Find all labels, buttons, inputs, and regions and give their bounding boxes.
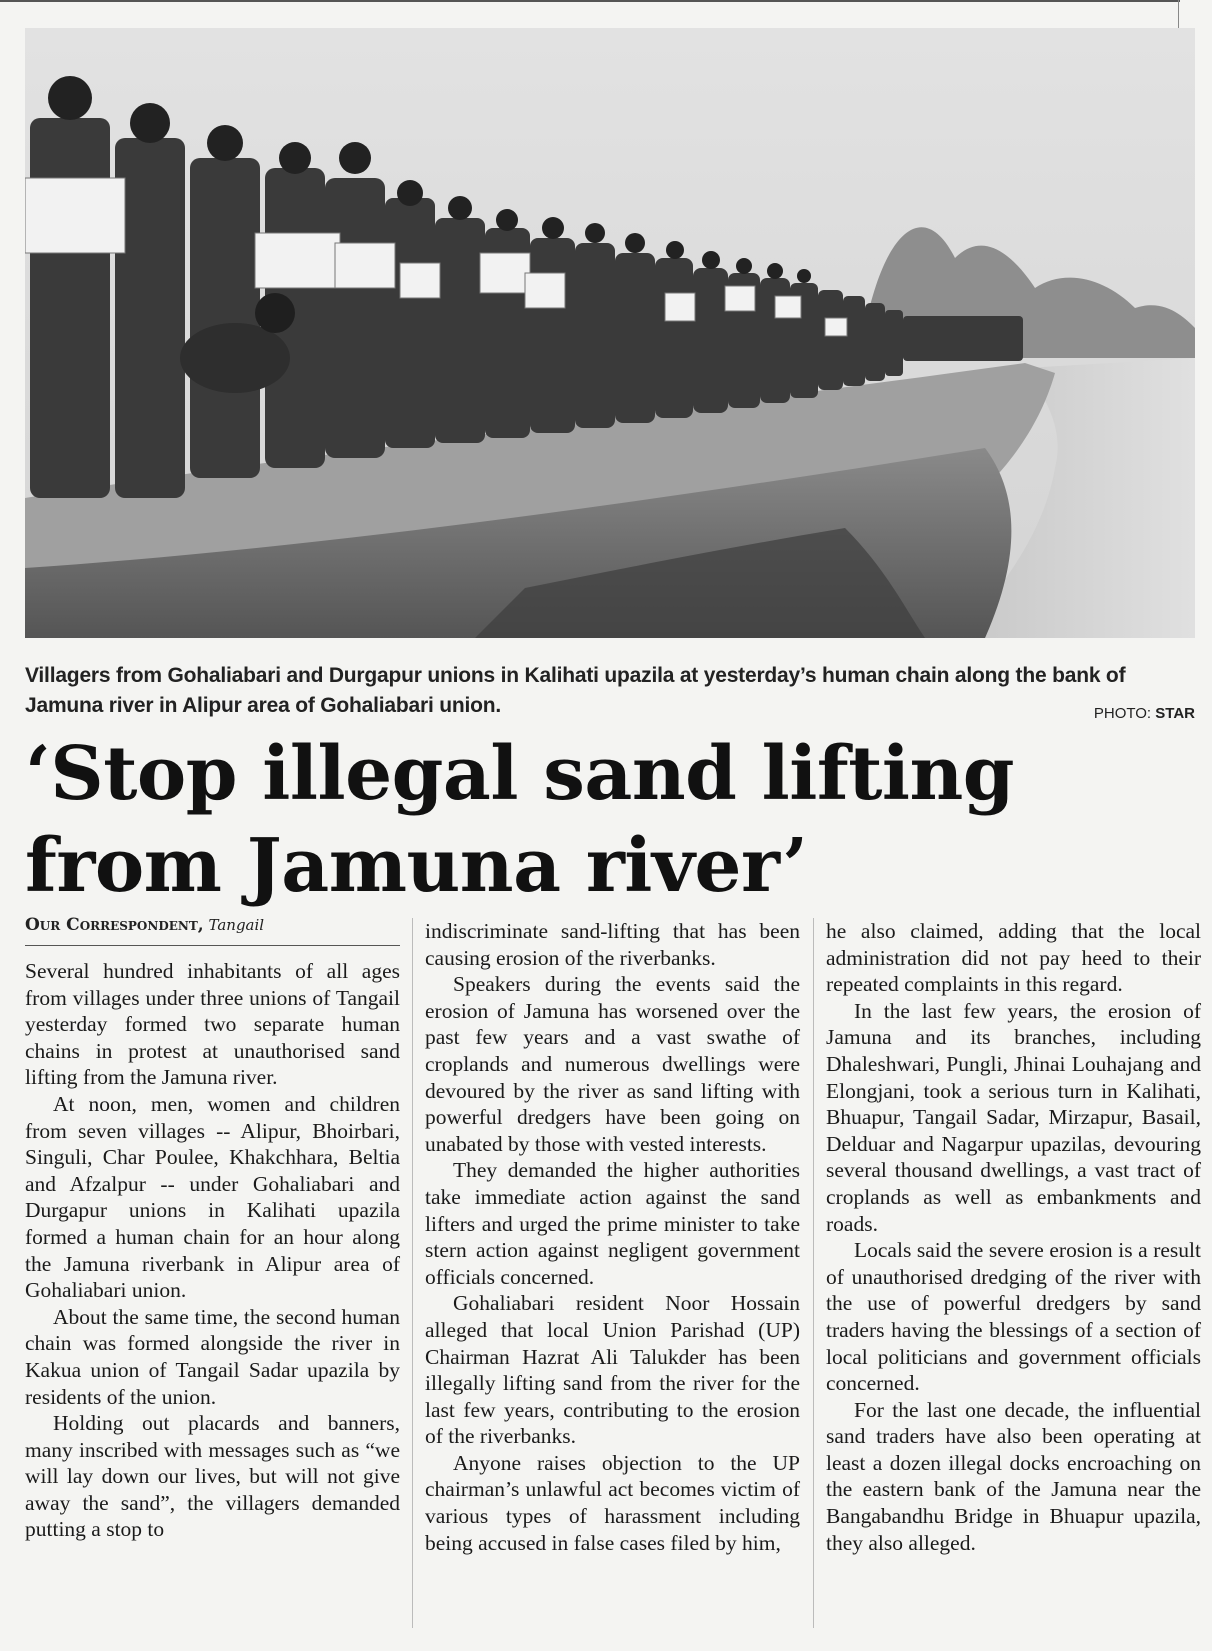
byline-location: Tangail: [208, 916, 265, 934]
paragraph: he also claimed, adding that the local administration did not pay heed to their repeated complaints in this regard.: [826, 919, 1201, 997]
paragraph: Speakers during the events said the erosion of Jamuna has worsened over the past few years and a vast swathe of croplands and numerous dwellings were devoured by the river as sand lifting with powerful dredgers have been going on unabated by those with vested interests.: [425, 972, 800, 1156]
human-chain-photo: [25, 28, 1195, 638]
paragraph: Gohaliabari resident Noor Hossain alleged that local Union Parishad (UP) Chairman Hazrat Ali Talukder has been illegally lifting sand from the river for the last few years, contributing to the erosion of the riverbanks.: [425, 1291, 800, 1449]
photo-credit: [1094, 705, 1195, 722]
paragraph: Several hundred inhabitants of all ages from villages under three unions of Tangail yesterday formed two separate human chains in protest at unauthorised sand lifting from the Jamuna river.: [25, 959, 400, 1090]
paragraph: For the last one decade, the influential sand traders have also been operating at least a dozen illegal docks encroaching on the eastern bank of the Jamuna near the Bangabandhu Bridge in Bhuapur upazila, they also alleged.: [826, 1397, 1201, 1555]
headline: ‘Stop illegal sand lifting from Jamuna river’: [25, 731, 1015, 909]
paragraph: Holding out placards and banners, many inscribed with messages such as “we will lay down our lives, but will not give away the sand”, the villagers demanded putting a stop to: [25, 1411, 400, 1542]
top-rule: [0, 0, 1180, 2]
paragraph: Anyone raises objection to the UP chairman’s unlawful act becomes victim of various types of harassment including being accused in false cases filed by him,: [425, 1450, 800, 1555]
paragraph: At noon, men, women and children from seven villages -- Alipur, Bhoirbari, Singuli, Char Poulee, Khakchhara, Beltia and Afzalpur -- under Gohaliabari and Durgapur unions in Kalihati upazila formed a human chain for an hour along the Jamuna riverbank in Alipur area of Gohaliabari union.: [25, 1091, 400, 1303]
photo-credit-source: STAR: [1155, 705, 1195, 722]
article-column-3: [826, 918, 1201, 1556]
byline-rule: [25, 945, 400, 946]
photo-credit-prefix: PHOTO:: [1093, 705, 1156, 722]
byline-author: Our Correspondent,: [25, 915, 204, 935]
byline: [25, 915, 264, 935]
paragraph: About the same time, the second human chain was formed alongside the river in Kakua union of Tangail Sadar upazila by residents of the union.: [25, 1304, 400, 1409]
paragraph: In the last few years, the erosion of Jamuna and its branches, including Dhaleshwari, Pungli, Jhinai Louhajang and Elongjani, took a serious turn in Kalihati, Bhuapur, Tangail Sadar, Mirzapur, Basail, Delduar and Nagarpur upazilas, devouring several thousand dwellings, a vast tract of croplands as well as embankments and roads.: [826, 998, 1201, 1236]
column-divider: [412, 918, 413, 1628]
article-column-1: [25, 958, 400, 1543]
article-column-2: [425, 918, 800, 1556]
paragraph: They demanded the higher authorities take immediate action against the sand lifters and urged the prime minister to take stern action against negligent government officials concerned.: [425, 1158, 800, 1289]
photo-caption: Villagers from Gohaliabari and Durgapur unions in Kalihati upazila at yesterday’s human chain along the bank of Jamuna river in Alipur area of Gohaliabari union.: [25, 664, 1126, 717]
paragraph: indiscriminate sand-lifting that has been causing erosion of the riverbanks.: [425, 919, 800, 970]
column-divider: [813, 918, 814, 1628]
news-photo: [25, 28, 1195, 638]
paragraph: Locals said the severe erosion is a result of unauthorised dredging of the river with the use of powerful dredgers by sand traders having the blessings of a section of local politicians and government officials concerned.: [826, 1238, 1201, 1396]
